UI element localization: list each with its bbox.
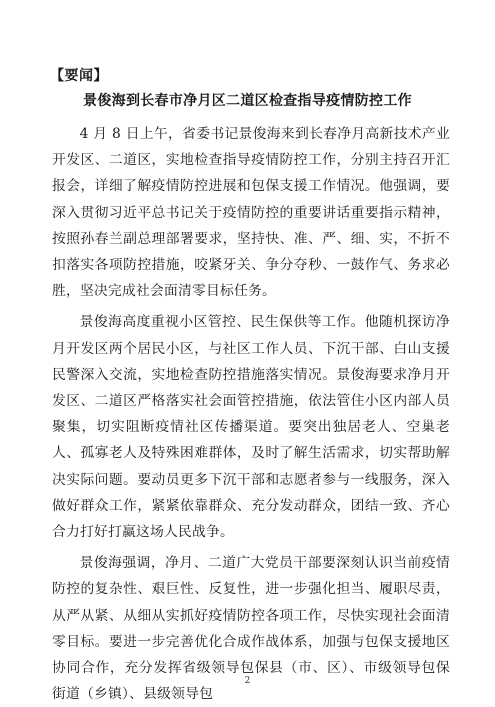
article-body (52, 121, 450, 707)
paragraph: 景俊海高度重视小区管控、民生保供等工作。他随机探访净月开发区两个居民小区，与社区工作人员、下沉干部、白山支援民警深入交流，实地检查防控措施落实情况。景俊海要求净月开发区、二道区严格落实社会面管控措施，依法管住小区内部人员聚集，切实阻断疫情社区传播渠道。要突出独居老人、空巢老人、孤寡老人及特殊困难群体，及时了解生活需求，切实帮助解决实际问题。要动员更多下沉干部和志愿者参与一线服务，深入做好群众工作，紧紧依靠群众、充分发动群众，团结一致、齐心合力打好打赢这场人民战争。 (52, 314, 450, 541)
page-number: 2 (244, 676, 251, 686)
paragraph: 4 月 8 日上午，省委书记景俊海来到长春净月高新技术产业开发区、二道区，实地检查指导疫情防控工作，分别主持召开汇报会，详细了解疫情防控进展和包保支援工作情况。他强调，要深入贯彻习近平总书记关于疫情防控的重要讲话重要指示精神，按照孙春兰副总理部署要求，坚持快、准、严、细、实，不折不扣落实各项防控措施，咬紧牙关、争分夺秒、一鼓作气、务求必胜，坚决完成社会面清零目标任务。 (52, 126, 450, 300)
article-title: 景俊海到长春市净月区二道区检查指导疫情防控工作 (83, 93, 412, 109)
section-tag: 【要闻】 (50, 68, 108, 84)
paragraph: 景俊海强调，净月、二道广大党员干部要深刻认识当前疫情防控的复杂性、艰巨性、反复性，进一步强化担当、履职尽责，从严从紧、从细从实抓好疫情防控各项工作，尽快实现社会面清零目标。要进一步完善优化合成作战体系，加强与包保支援地区协同合作，充分发挥省级领导包保县（市、区）、市级领导包保街道（乡镇）、县级领导包 (52, 555, 450, 703)
